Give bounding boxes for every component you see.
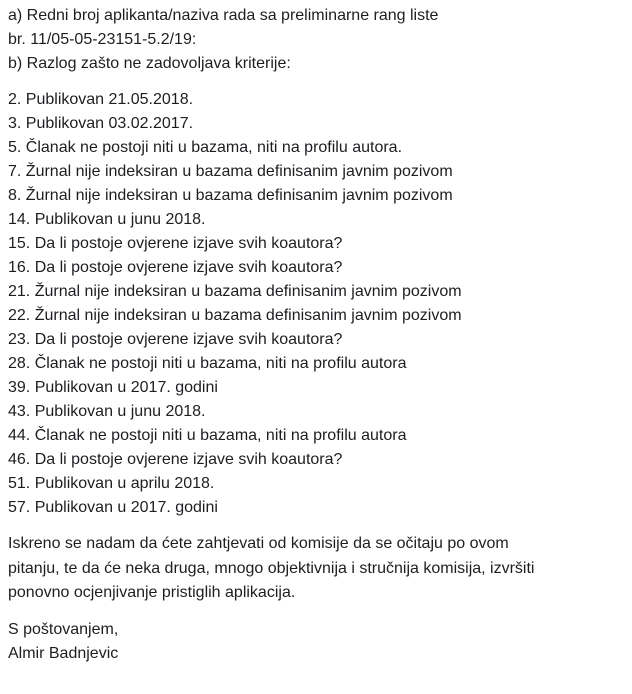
list-item: 7. Žurnal nije indeksiran u bazama definisanim javnim pozivom xyxy=(8,163,453,180)
list-item: 46. Da li postoje ovjerene izjave svih koautora? xyxy=(8,451,343,468)
list-item: 43. Publikovan u junu 2018. xyxy=(8,403,206,420)
list-item: 15. Da li postoje ovjerene izjave svih koautora? xyxy=(8,235,343,252)
list-item: 3. Publikovan 03.02.2017. xyxy=(8,115,194,132)
list-item: 5. Članak ne postoji niti u bazama, niti na profilu autora. xyxy=(8,139,403,156)
list-item: 8. Žurnal nije indeksiran u bazama definisanim javnim pozivom xyxy=(8,187,453,204)
paragraph-line: pitanju, te da će neka druga, mnogo objektivnija i stručnija komisija, izvršiti xyxy=(8,559,535,577)
list-item: 22. Žurnal nije indeksiran u bazama definisanim javnim pozivom xyxy=(8,307,462,324)
list-item: 16. Da li postoje ovjerene izjave svih koautora? xyxy=(8,259,343,276)
list-item: 28. Članak ne postoji niti u bazama, niti na profilu autora xyxy=(8,355,407,372)
header-line-number: br. 11/05-05-23151-5.2/19: xyxy=(8,31,197,48)
list-item: 51. Publikovan u aprilu 2018. xyxy=(8,475,215,492)
list-item: 39. Publikovan u 2017. godini xyxy=(8,379,218,396)
salutation: S poštovanjem, xyxy=(8,620,119,638)
list-item: 14. Publikovan u junu 2018. xyxy=(8,211,206,228)
list-item: 57. Publikovan u 2017. godini xyxy=(8,499,218,516)
items-list xyxy=(8,88,632,520)
header-line-b: b) Razlog zašto ne zadovoljava kriterije: xyxy=(8,55,291,72)
signature-block xyxy=(8,618,632,666)
paragraph-line: ponovno ocjenjivanje pristiglih aplikacija. xyxy=(8,584,296,601)
closing-paragraph xyxy=(8,532,632,606)
header-block xyxy=(8,4,632,76)
header-line-a: a) Redni broj aplikanta/naziva rada sa preliminarne rang liste xyxy=(8,7,439,24)
list-item: 44. Članak ne postoji niti u bazama, niti na profilu autora xyxy=(8,427,407,444)
signature-name: Almir Badnjevic xyxy=(8,644,119,662)
list-item: 23. Da li postoje ovjerene izjave svih koautora? xyxy=(8,331,343,348)
list-item: 21. Žurnal nije indeksiran u bazama definisanim javnim pozivom xyxy=(8,283,462,300)
paragraph-line: Iskreno se nadam da ćete zahtjevati od komisije da se očitaju po ovom xyxy=(8,535,509,552)
list-item: 2. Publikovan 21.05.2018. xyxy=(8,91,194,108)
